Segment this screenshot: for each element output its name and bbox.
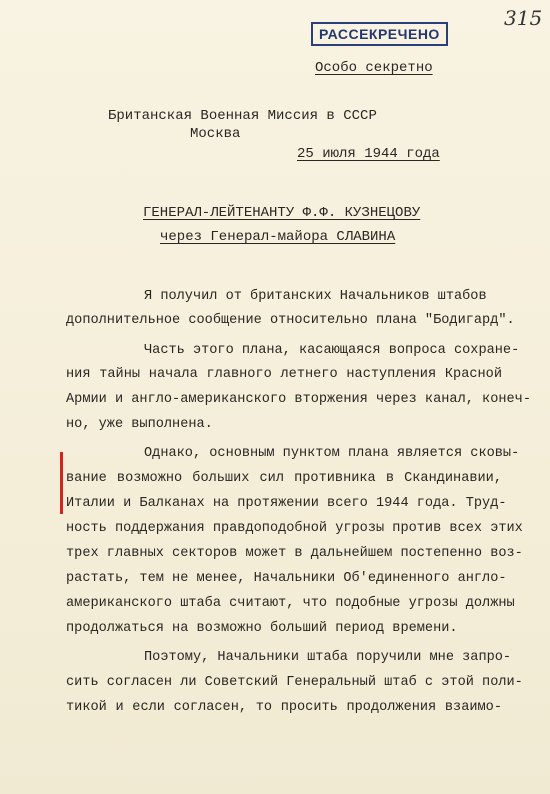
body-line: тикой и если согласен, то просить продолжения взаимо- xyxy=(66,700,502,715)
page-number: 315 xyxy=(504,6,543,30)
body-line: растать, тем не менее, Начальники Об'единенного англо- xyxy=(66,571,507,586)
body-line: Часть этого плана, касающаяся вопроса сохране- xyxy=(144,343,520,358)
addressee-line-1: ГЕНЕРАЛ-ЛЕЙТЕНАНТУ Ф.Ф. КУЗНЕЦОВУ xyxy=(143,205,421,221)
classification-label: Особо секретно xyxy=(315,60,433,76)
body-line: трех главных секторов может в дальнейшем постепенно воз- xyxy=(66,546,523,561)
body-line: Я получил от британских Начальников штабов xyxy=(144,289,487,304)
body-line: но, уже выполнена. xyxy=(66,417,213,432)
addressee-line-2: через Генерал-майора СЛАВИНА xyxy=(160,229,396,245)
sender-line-2: Москва xyxy=(190,126,241,142)
body-line: вание возможно больших сил противника в Скандинавии, xyxy=(66,471,502,486)
body-line: ность поддержания правдоподобной угрозы против всех этих xyxy=(66,521,523,536)
body-line: Однако, основным пунктом плана является сковы- xyxy=(144,446,520,461)
body-line: Италии и Балканах на протяжении всего 1944 года. Труд- xyxy=(66,496,507,511)
body-line: американского штаба считают, что подобные угрозы должны xyxy=(66,596,515,611)
body-line: дополнительное сообщение относительно плана "Бодигард". xyxy=(66,313,515,328)
declassified-stamp: РАССЕКРЕЧЕНО xyxy=(311,22,448,46)
body-line: сить согласен ли Советский Генеральный штаб с этой поли- xyxy=(66,675,523,690)
body-line: Поэтому, Начальники штаба поручили мне запро- xyxy=(144,650,512,665)
sender-line-1: Британская Военная Миссия в СССР xyxy=(108,108,377,124)
document-date: 25 июля 1944 года xyxy=(297,146,440,162)
margin-red-mark xyxy=(60,452,63,514)
body-line: продолжаться на возможно больший период времени. xyxy=(66,621,458,636)
body-line: Армии и англо-американского вторжения через канал, конеч- xyxy=(66,392,531,407)
body-line: ния тайны начала главного летнего наступления Красной xyxy=(66,367,502,382)
